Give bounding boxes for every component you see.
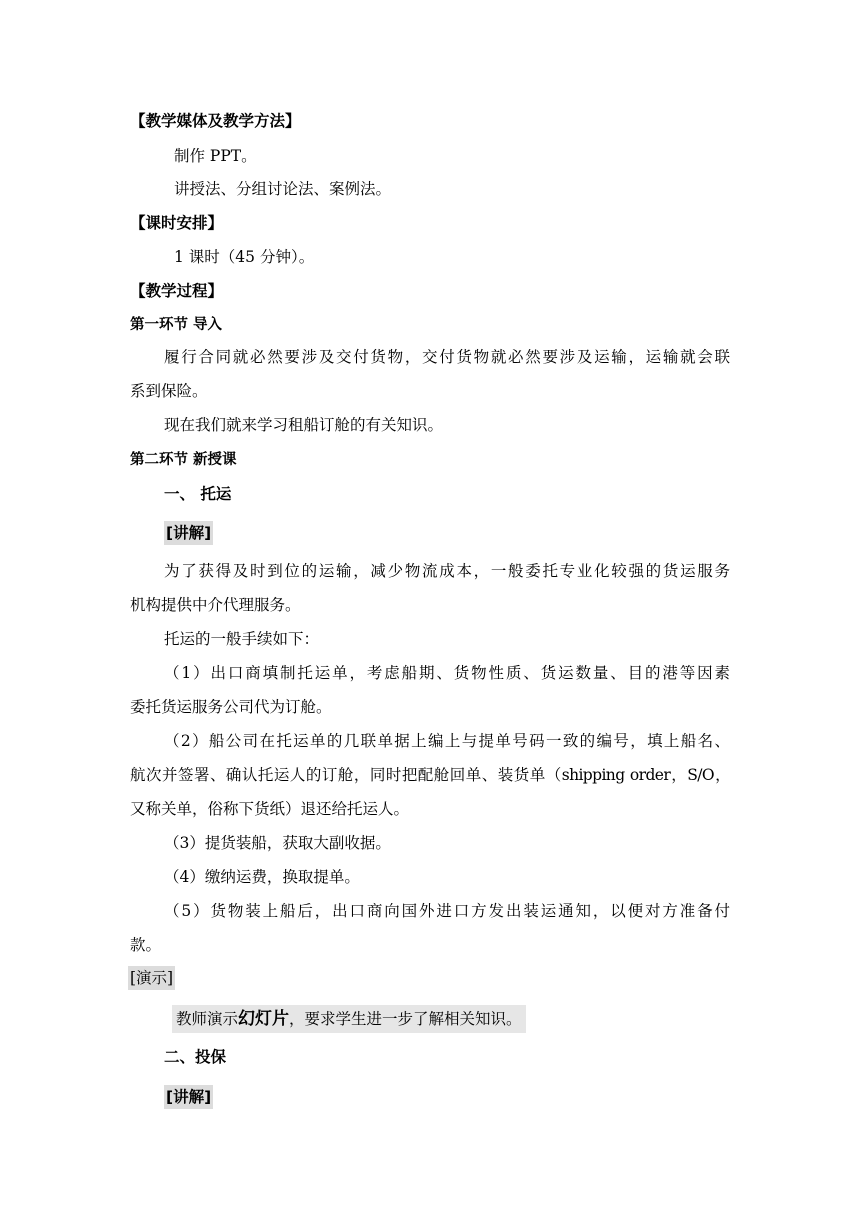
demo-emphasis: 幻灯片 — [238, 1009, 290, 1029]
schedule-heading: 【课时安排】 — [130, 214, 224, 232]
demo-line — [172, 1008, 526, 1030]
media-line-2: 讲授法、分组讨论法、案例法。 — [174, 180, 392, 198]
part-1-title: 一、 托运 — [164, 485, 232, 503]
explain-paragraph-line-1: 为了获得及时到位的运输，减少物流成本，一般委托专业化较强的货运服务 — [164, 562, 730, 580]
step-2-line-1: （2）船公司在托运单的几联单据上编上与提单号码一致的编号，填上船名、 — [164, 732, 730, 750]
process-heading: 【教学过程】 — [130, 282, 224, 300]
steps-intro: 托运的一般手续如下： — [164, 630, 320, 648]
section-1-paragraph-2: 现在我们就来学习租船订舱的有关知识。 — [164, 416, 444, 434]
section-1-paragraph-line-1: 履行合同就必然要涉及交付货物，交付货物就必然要涉及运输，运输就会联 — [164, 348, 730, 366]
media-line-1: 制作 PPT。 — [174, 147, 257, 165]
section-1-title: 第一环节 导入 — [130, 317, 223, 333]
explain-tag-2: [讲解] — [164, 1086, 213, 1108]
demo-highlight: 教师演示幻灯片，要求学生进一步了解相关知识。 — [172, 1005, 526, 1033]
step-4: （4）缴纳运费，换取提单。 — [164, 868, 360, 886]
step-2-line-3: 又称关单，俗称下货纸）退还给托运人。 — [130, 800, 410, 818]
step-5-line-2: 款。 — [130, 936, 162, 954]
step-3: （3）提货装船，获取大副收据。 — [164, 834, 391, 852]
section-1-paragraph-line-2: 系到保险。 — [130, 382, 208, 400]
explain-paragraph-line-2: 机构提供中介代理服务。 — [130, 596, 301, 614]
part-2-title: 二、投保 — [164, 1048, 227, 1066]
step-1-line-2: 委托货运服务公司代为订舱。 — [130, 698, 332, 716]
step-5-line-1: （5）货物装上船后，出口商向国外进口方发出装运通知，以便对方准备付 — [164, 902, 730, 920]
schedule-line: 1 课时（45 分钟）。 — [174, 248, 315, 266]
demo-tag: [演示] — [128, 967, 175, 989]
step-1-line-1: （1）出口商填制托运单，考虑船期、货物性质、货运数量、目的港等因素 — [164, 664, 730, 682]
step-2-line-2: 航次并签署、确认托运人的订舱，同时把配舱回单、装货单（shipping order，S/O， — [130, 766, 730, 784]
explain-tag-1: [讲解] — [164, 522, 213, 544]
section-2-title: 第二环节 新授课 — [130, 452, 237, 468]
media-heading: 【教学媒体及教学方法】 — [130, 112, 301, 130]
